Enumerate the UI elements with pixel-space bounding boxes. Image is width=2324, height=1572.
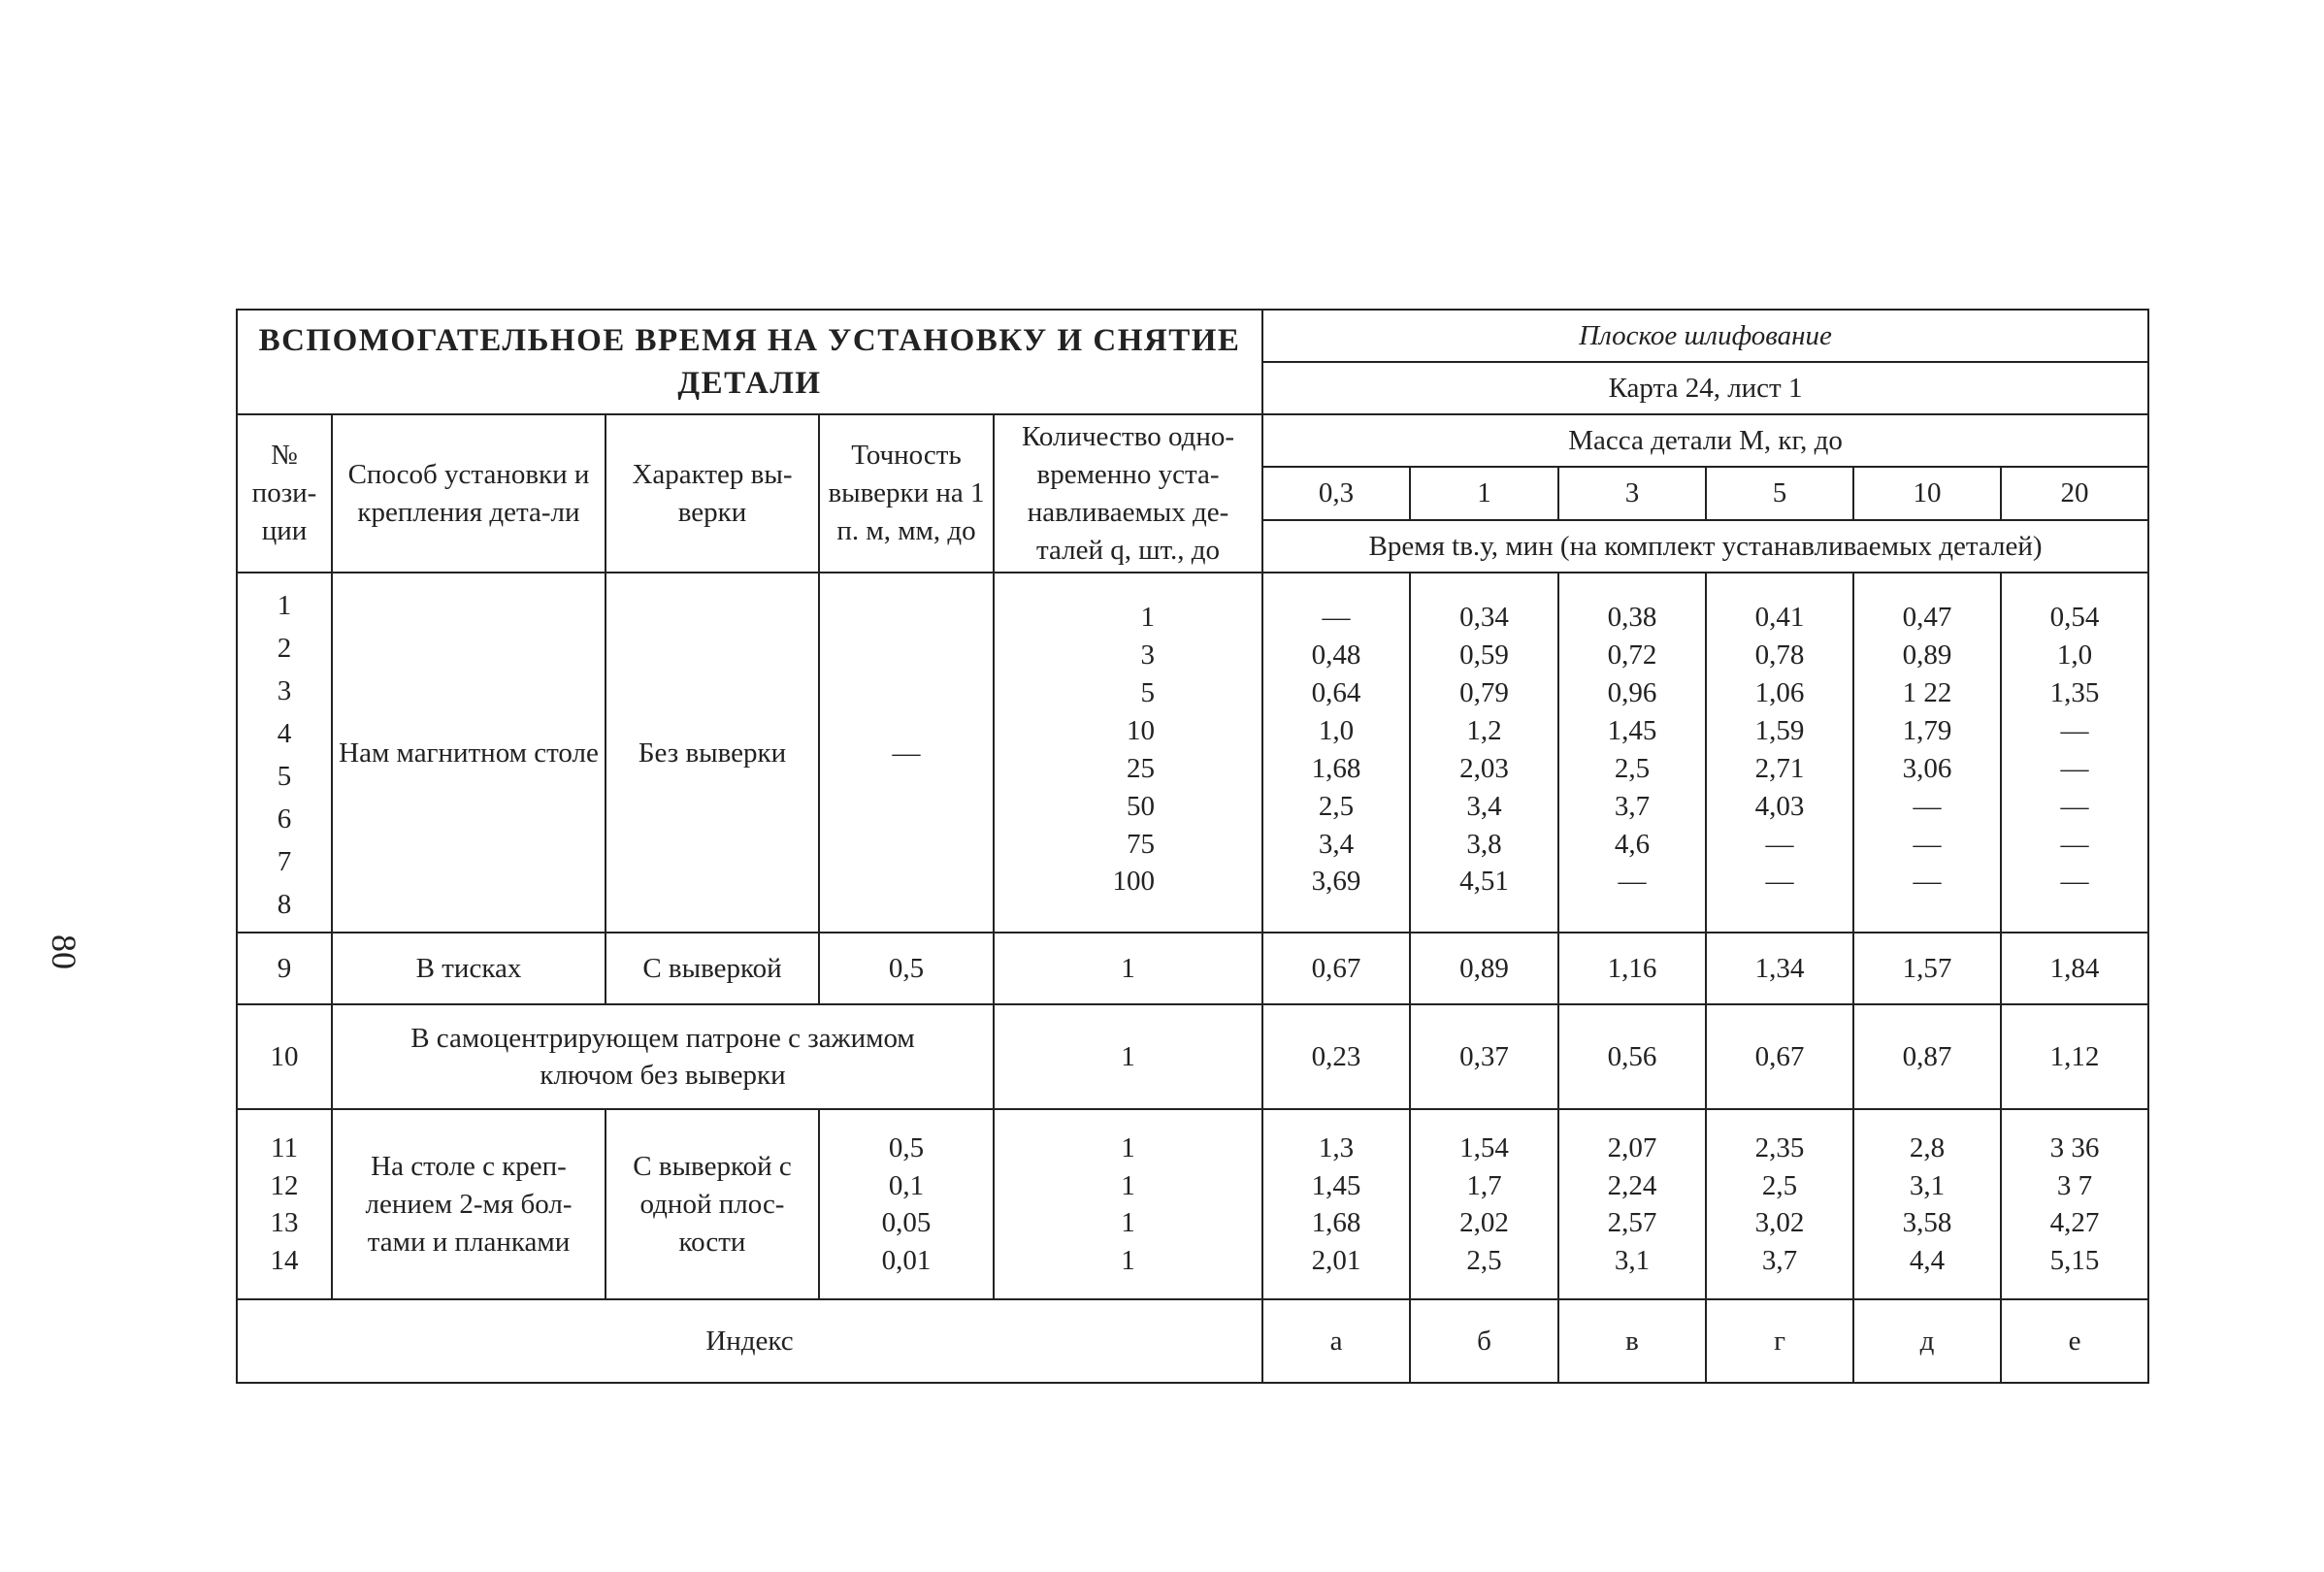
cell: 0,64 <box>1311 677 1361 709</box>
cell: 4,4 <box>1909 1245 1946 1277</box>
header-time: Время tв.у, мин (на комплект устанавливаемых деталей) <box>1262 520 2148 573</box>
qty-3: 5 <box>1140 677 1156 709</box>
cell: 1,59 <box>1754 715 1805 747</box>
qty-5: 25 <box>1127 752 1156 784</box>
group1-alignment: Без выверки <box>606 573 819 933</box>
row9-method: В тисках <box>332 933 606 1004</box>
cell: 1 <box>1121 1131 1135 1163</box>
cell: 2,5 <box>1614 752 1651 784</box>
cell: — <box>1913 790 1942 822</box>
cell: 3 36 <box>2049 1131 2100 1163</box>
cell: 1,06 <box>1754 677 1805 709</box>
cell: 0,96 <box>1607 677 1657 709</box>
cell: — <box>1765 866 1794 898</box>
group1-col-3 <box>1706 573 1853 933</box>
group1-col-0 <box>1262 573 1410 933</box>
cell: 2,57 <box>1607 1207 1657 1239</box>
table-row <box>237 1004 2148 1109</box>
cell: 0,67 <box>1262 933 1410 1004</box>
cell: — <box>1913 828 1942 860</box>
group1-col-1 <box>1410 573 1558 933</box>
cell: 3,1 <box>1909 1169 1946 1201</box>
pos-6: 6 <box>277 803 292 835</box>
qty-8: 100 <box>1112 866 1156 898</box>
cell: 0,47 <box>1902 602 1952 634</box>
cell: 0,67 <box>1706 1004 1853 1109</box>
cell: 0,01 <box>881 1245 932 1277</box>
cell: 2,07 <box>1607 1131 1657 1163</box>
group3-accuracy <box>819 1109 994 1299</box>
positions-list <box>244 587 325 929</box>
pos-2: 2 <box>277 633 292 665</box>
cell: 1,45 <box>1311 1169 1361 1201</box>
cell: 1,35 <box>2049 677 2100 709</box>
cell: — <box>2060 866 2089 898</box>
cell: 1,54 <box>1459 1131 1509 1163</box>
row10-method: В самоцентрирующем патроне с зажимом ключом без выверки <box>332 1004 994 1109</box>
row10-quantity: 1 <box>994 1004 1262 1109</box>
cell: 0,23 <box>1262 1004 1410 1109</box>
cell: 0,54 <box>2049 602 2100 634</box>
group1-accuracy: — <box>819 573 994 933</box>
page-number: 80 <box>45 934 83 969</box>
cell: 0,34 <box>1459 602 1509 634</box>
cell: 0,1 <box>888 1169 925 1201</box>
time-table <box>236 309 2149 1384</box>
cell: 1 <box>1121 1245 1135 1277</box>
group3-col-3 <box>1706 1109 1853 1299</box>
cell: 3,58 <box>1902 1207 1952 1239</box>
cell: 3,4 <box>1318 828 1355 860</box>
group3-col-2 <box>1558 1109 1706 1299</box>
cell: 0,05 <box>881 1207 932 1239</box>
cell: — <box>2060 790 2089 822</box>
cell: 3 7 <box>2056 1169 2093 1201</box>
cell: 3,4 <box>1466 790 1502 822</box>
cell: 1,0 <box>2056 639 2093 671</box>
cell: 2,5 <box>1318 790 1355 822</box>
index-b: б <box>1410 1299 1558 1383</box>
cell: 0,38 <box>1607 602 1657 634</box>
header-quantity: Количество одно-временно уста-навливаемых де-талей q, шт., до <box>994 414 1262 573</box>
cell: 1,79 <box>1902 715 1952 747</box>
cell: 2,24 <box>1607 1169 1657 1201</box>
group3-col-0 <box>1262 1109 1410 1299</box>
group1-col-2 <box>1558 573 1706 933</box>
cell: 4,6 <box>1614 828 1651 860</box>
cell: 2,5 <box>1466 1245 1502 1277</box>
cell: 1 <box>1121 1207 1135 1239</box>
pos-3: 3 <box>277 675 292 707</box>
group1-method: Нам магнитном столе <box>332 573 606 933</box>
cell: 1 <box>1121 1169 1135 1201</box>
pos-5: 5 <box>277 761 292 793</box>
cell: 3,02 <box>1754 1207 1805 1239</box>
cell: 2,71 <box>1754 752 1805 784</box>
cell: 1,68 <box>1311 1207 1361 1239</box>
group1-positions <box>237 573 332 933</box>
header-position: № пози-ции <box>237 414 332 573</box>
cell: — <box>2060 715 2089 747</box>
cell: — <box>1618 866 1647 898</box>
cell: 0,37 <box>1410 1004 1558 1109</box>
pos-7: 7 <box>277 846 292 878</box>
group1-col-4 <box>1853 573 2001 933</box>
header-accuracy: Точность выверки на 1 п. м, мм, до <box>819 414 994 573</box>
qty-6: 50 <box>1127 790 1156 822</box>
index-v: в <box>1558 1299 1706 1383</box>
cell: 1 22 <box>1902 677 1952 709</box>
cell: 2,8 <box>1909 1131 1946 1163</box>
cell: 4,51 <box>1459 866 1509 898</box>
cell: 2,03 <box>1459 752 1509 784</box>
pos-8: 8 <box>277 889 292 921</box>
pos-4: 4 <box>277 718 292 750</box>
cell: 1,57 <box>1853 933 2001 1004</box>
mass-0: 0,3 <box>1262 467 1410 519</box>
index-label: Индекс <box>237 1299 1262 1383</box>
norm-card <box>236 309 2147 1384</box>
index-a: а <box>1262 1299 1410 1383</box>
cell: 0,87 <box>1853 1004 2001 1109</box>
index-e: е <box>2001 1299 2148 1383</box>
cell: 3,7 <box>1761 1245 1798 1277</box>
pos-14: 14 <box>270 1245 299 1277</box>
group3-quantity <box>994 1109 1262 1299</box>
index-row <box>237 1299 2148 1383</box>
qty-1: 1 <box>1140 602 1156 634</box>
pos-11: 11 <box>271 1131 298 1163</box>
pos-12: 12 <box>270 1169 299 1201</box>
group3-col-5 <box>2001 1109 2148 1299</box>
cell: 1,68 <box>1311 752 1361 784</box>
cell: — <box>1913 866 1942 898</box>
group1-col-5 <box>2001 573 2148 933</box>
header-method: Способ установки и крепления дета-ли <box>332 414 606 573</box>
header-alignment: Характер вы-верки <box>606 414 819 573</box>
cell: — <box>1322 602 1351 634</box>
cell: 0,56 <box>1558 1004 1706 1109</box>
cell: — <box>1765 828 1794 860</box>
cell: 5,15 <box>2049 1245 2100 1277</box>
row9-quantity: 1 <box>994 933 1262 1004</box>
cell: 0,78 <box>1754 639 1805 671</box>
group3-col-4 <box>1853 1109 2001 1299</box>
cell: 1,7 <box>1466 1169 1502 1201</box>
group3-col-1 <box>1410 1109 1558 1299</box>
mass-1: 1 <box>1410 467 1558 519</box>
card-number: Карта 24, лист 1 <box>1262 362 2148 414</box>
group3-alignment: С выверкой с одной плос-кости <box>606 1109 819 1299</box>
cell: — <box>2060 752 2089 784</box>
operation-name: Плоское шлифование <box>1262 310 2148 362</box>
cell: 0,5 <box>888 1131 925 1163</box>
cell: — <box>2060 828 2089 860</box>
cell: 3,1 <box>1614 1245 1651 1277</box>
mass-5: 20 <box>2001 467 2148 519</box>
mass-4: 10 <box>1853 467 2001 519</box>
index-g: г <box>1706 1299 1853 1383</box>
cell: 3,69 <box>1311 866 1361 898</box>
group1-quantity <box>994 573 1262 933</box>
group3-method: На столе с креп-лением 2-мя бол-тами и планками <box>332 1109 606 1299</box>
cell: 0,79 <box>1459 677 1509 709</box>
cell: 0,59 <box>1459 639 1509 671</box>
index-d: д <box>1853 1299 2001 1383</box>
cell: 0,89 <box>1902 639 1952 671</box>
cell: 1,0 <box>1318 715 1355 747</box>
cell: 3,06 <box>1902 752 1952 784</box>
cell: 4,03 <box>1754 790 1805 822</box>
row10-pos: 10 <box>237 1004 332 1109</box>
cell: 3,8 <box>1466 828 1502 860</box>
mass-3: 5 <box>1706 467 1853 519</box>
group3-positions <box>237 1109 332 1299</box>
qty-4: 10 <box>1127 715 1156 747</box>
header-mass: Масса детали М, кг, до <box>1262 414 2148 467</box>
cell: 1,3 <box>1318 1131 1355 1163</box>
cell: 0,89 <box>1410 933 1558 1004</box>
cell: 1,16 <box>1558 933 1706 1004</box>
cell: 4,27 <box>2049 1207 2100 1239</box>
cell: 2,35 <box>1754 1131 1805 1163</box>
qty-2: 3 <box>1140 639 1156 671</box>
cell: 2,5 <box>1761 1169 1798 1201</box>
cell: 2,02 <box>1459 1207 1509 1239</box>
row9-alignment: С выверкой <box>606 933 819 1004</box>
cell: 0,41 <box>1754 602 1805 634</box>
mass-2: 3 <box>1558 467 1706 519</box>
cell: 0,72 <box>1607 639 1657 671</box>
cell: 1,45 <box>1607 715 1657 747</box>
table-row <box>237 933 2148 1004</box>
cell: 2,01 <box>1311 1245 1361 1277</box>
cell: 1,34 <box>1706 933 1853 1004</box>
cell: 3,7 <box>1614 790 1651 822</box>
cell: 1,84 <box>2001 933 2148 1004</box>
cell: 0,48 <box>1311 639 1361 671</box>
pos-13: 13 <box>270 1207 299 1239</box>
table-title: ВСПОМОГАТЕЛЬНОЕ ВРЕМЯ НА УСТАНОВКУ И СНЯТИЕ ДЕТАЛИ <box>237 310 1262 414</box>
row9-accuracy: 0,5 <box>819 933 994 1004</box>
pos-1: 1 <box>277 590 292 622</box>
row9-pos: 9 <box>237 933 332 1004</box>
qty-7: 75 <box>1127 828 1156 860</box>
cell: 1,2 <box>1466 715 1502 747</box>
cell: 1,12 <box>2001 1004 2148 1109</box>
